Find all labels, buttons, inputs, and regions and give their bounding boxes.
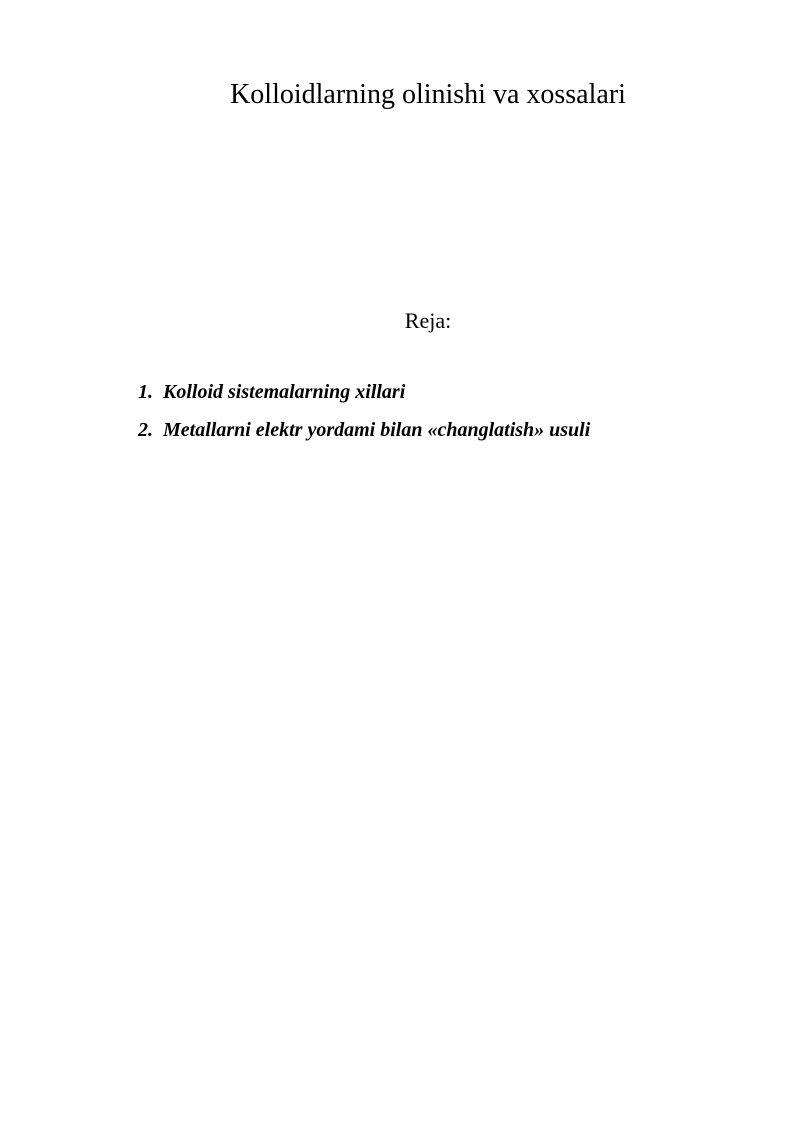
plan-item-number: 2.: [138, 419, 153, 441]
plan-list: [138, 378, 590, 454]
document-title: Kolloidlarning olinishi va xossalari: [230, 79, 626, 110]
plan-heading: Reja:: [404, 308, 452, 333]
plan-item-number: 1.: [138, 381, 153, 403]
plan-item-text: Kolloid sistemalarning xillari: [163, 381, 406, 403]
plan-item-2: [138, 416, 590, 444]
plan-item-text: Metallarni elektr yordami bilan «changlatish» usuli: [163, 419, 591, 441]
plan-item-1: [138, 378, 590, 406]
